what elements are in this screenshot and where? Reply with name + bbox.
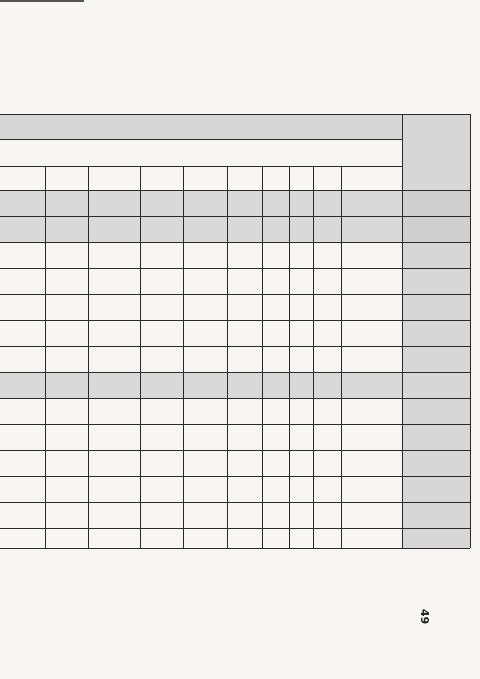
table-rule-v [140, 166, 141, 548]
table-rule-v [470, 114, 471, 548]
table-rule-v [341, 166, 342, 548]
table-rule-v [88, 166, 89, 548]
table-rule-v [183, 166, 184, 548]
total-cell-shade [402, 190, 470, 216]
table-rule-v [45, 166, 46, 548]
table-rule-h [0, 476, 470, 477]
total-column-shade [402, 114, 470, 548]
table-rule-v [262, 166, 263, 548]
table-rule-h [0, 502, 470, 503]
table-rule-h [0, 320, 470, 321]
table-rule-h [0, 528, 470, 529]
table-rule-h [0, 114, 470, 115]
table-rule-h [0, 424, 470, 425]
table-rule-h [0, 346, 470, 347]
table-rule-v [313, 166, 314, 548]
table-rule-h [0, 450, 470, 451]
table-rule-h [0, 190, 470, 191]
table-rule-h [0, 294, 470, 295]
table-rule-v [227, 166, 228, 548]
table-rule-h [0, 268, 470, 269]
table-rule-h [0, 139, 402, 140]
table-rule-v [289, 166, 290, 548]
total-cell-shade [402, 216, 470, 242]
table-rule-v [402, 114, 403, 548]
table-rule-h [0, 242, 470, 243]
table-rule-h [0, 548, 470, 549]
page-number: 49 [418, 608, 432, 625]
table-rule-h [0, 216, 470, 217]
header-shade [0, 114, 402, 139]
table-rule-h [0, 372, 470, 373]
table-rule-h [0, 398, 470, 399]
